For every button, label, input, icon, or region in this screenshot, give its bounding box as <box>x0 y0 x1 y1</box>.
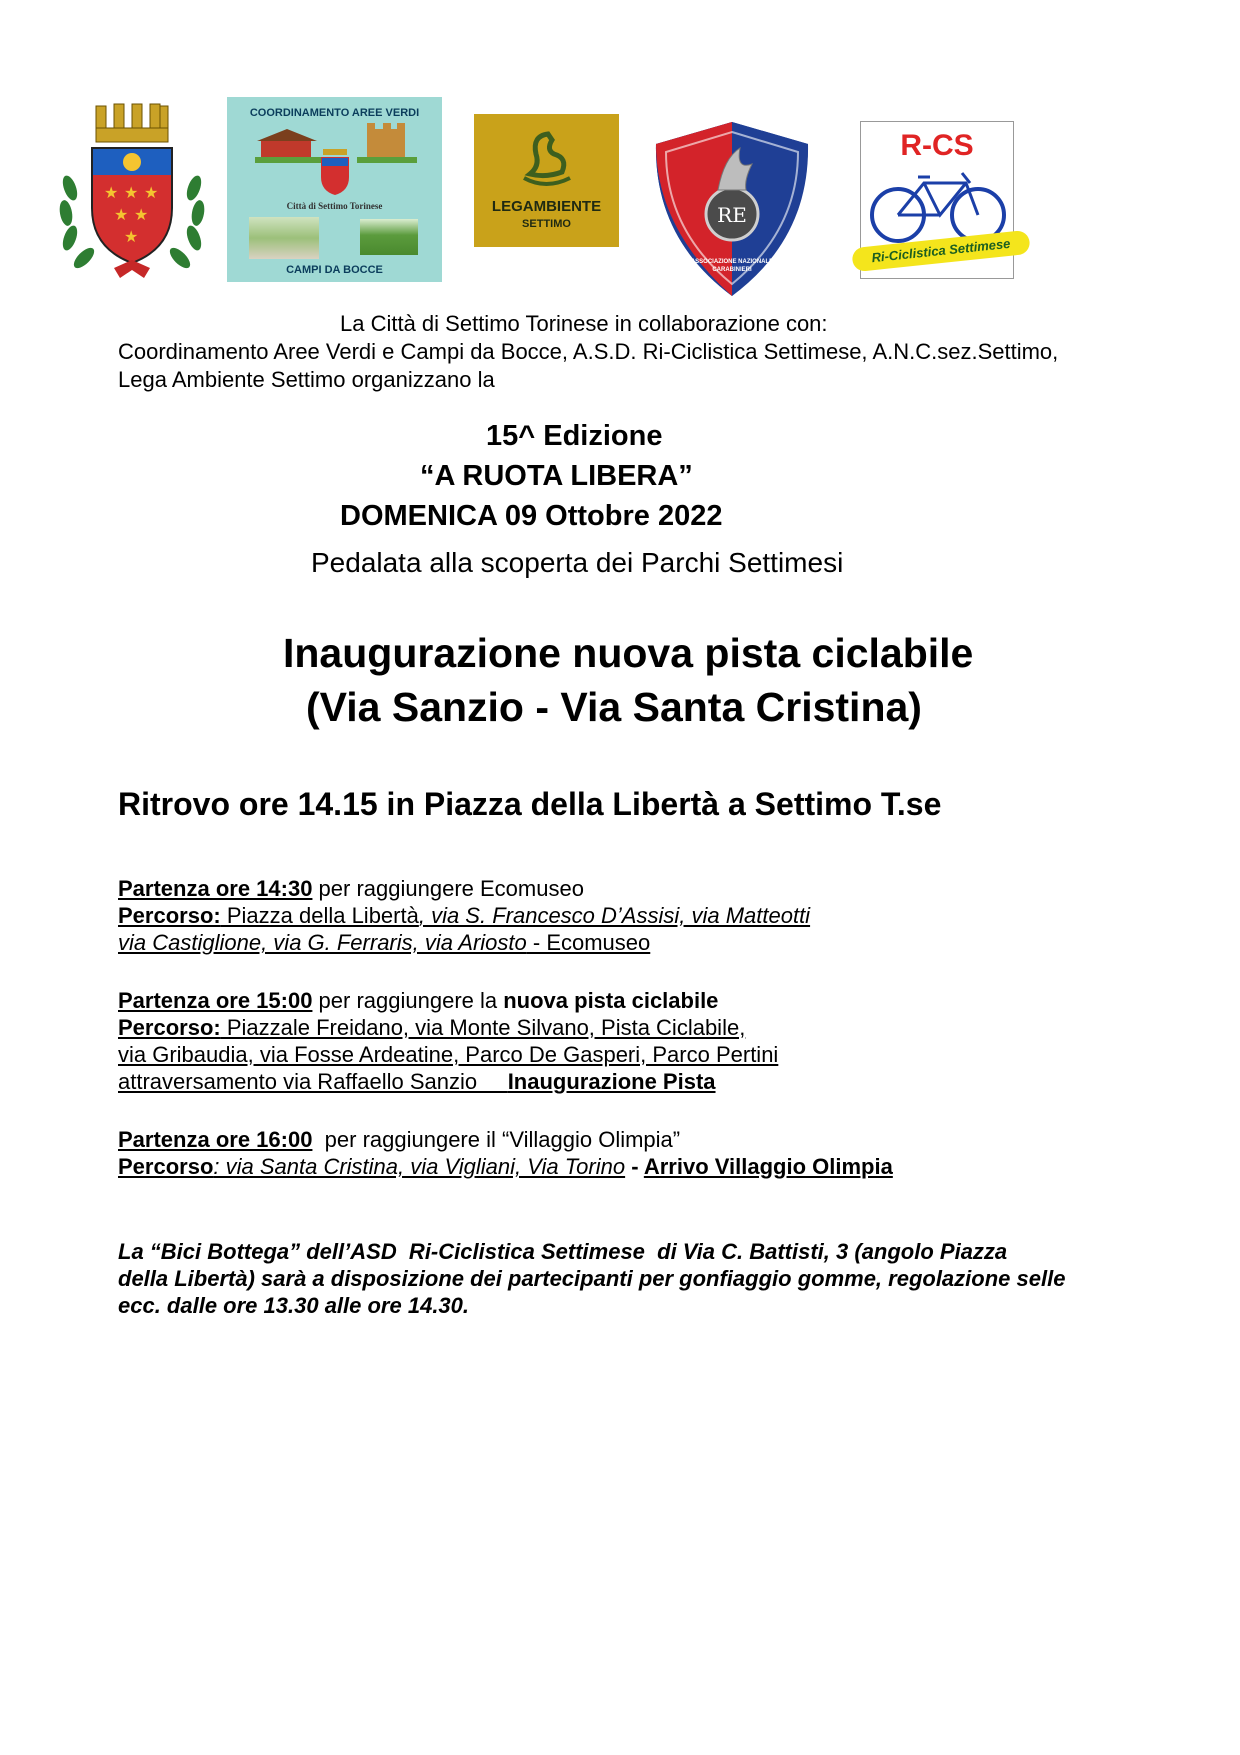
carabinieri-ring-text: ASSOCIAZIONE NAZIONALE CARABINIERI <box>690 259 774 273</box>
departure-1-label: Partenza ore 14:30 <box>118 876 313 901</box>
aree-verdi-footer: CAMPI DA BOCCE <box>286 264 383 276</box>
intro-line-3: Lega Ambiente Settimo organizzano la <box>118 367 495 392</box>
park-lawn-photo <box>360 219 418 255</box>
departure-1-route-line-2 <box>118 929 650 956</box>
departure-1-route-streets-2: via Castiglione, via G. Ferraris, via Ariosto <box>118 930 527 955</box>
departure-2-line <box>118 987 718 1014</box>
departure-2-route-streets: Piazzale Freidano, via Monte Silvano, Pista Ciclabile, <box>220 1015 746 1040</box>
rcs-ribbon: Ri-Ciclistica Settimese <box>851 230 1031 272</box>
departure-1-route-end: - Ecomuseo <box>526 930 651 955</box>
departure-3-route-label: Percorso <box>118 1154 214 1179</box>
departure-3-route-streets: : via Santa Cristina, via Vigliani, Via Torino <box>213 1154 626 1179</box>
event-date: DOMENICA 09 Ottobre 2022 <box>340 500 723 532</box>
svg-text:★: ★ <box>104 183 119 202</box>
note-line-3: ecc. dalle ore 13.30 alle ore 14.30. <box>118 1293 470 1318</box>
departure-2-purpose-bold: nuova pista ciclabile <box>503 988 719 1013</box>
castle-icon <box>357 119 417 163</box>
inauguration-streets: (Via Sanzio - Via Santa Cristina) <box>306 684 922 730</box>
swan-icon <box>518 128 574 190</box>
departure-2-route-line-2: via Gribaudia, via Fosse Ardeatine, Parco De Gasperi, Parco Pertini <box>118 1042 779 1067</box>
departure-1-route-label: Percorso: <box>118 903 221 928</box>
departure-1-route-line-1 <box>118 902 810 929</box>
intro-line-2: Coordinamento Aree Verdi e Campi da Bocce, A.S.D. Ri-Ciclistica Settimese, A.N.C.sez.Settimo, <box>118 339 1059 364</box>
svg-text:★: ★ <box>134 205 149 224</box>
carabinieri-shield-logo <box>648 118 816 300</box>
departure-3-label: Partenza ore 16:00 <box>118 1127 313 1152</box>
park-path-photo <box>249 217 319 259</box>
departure-2-purpose: per raggiungere la <box>312 988 504 1013</box>
svg-text:★: ★ <box>124 227 139 246</box>
svg-text:★: ★ <box>124 183 139 202</box>
note-line-2: della Libertà) sarà a disposizione dei partecipanti per gonfiaggio gomme, regolazione selle <box>118 1266 1066 1291</box>
inauguration-title: Inaugurazione nuova pista ciclabile <box>283 630 974 676</box>
departure-2-route-label: Percorso: <box>118 1015 221 1040</box>
legambiente-sub: SETTIMO <box>522 218 571 230</box>
departure-2-route-crossing: attraversamento via Raffaello Sanzio <box>118 1069 508 1094</box>
small-coat-of-arms-icon <box>315 147 355 197</box>
departure-2-inauguration: Inaugurazione Pista <box>507 1069 716 1094</box>
event-name: “A RUOTA LIBERA” <box>420 460 693 492</box>
svg-text:★: ★ <box>114 205 129 224</box>
departure-2-route-line-3 <box>118 1068 716 1095</box>
departure-2-route-line-1 <box>118 1014 745 1041</box>
departure-2-label: Partenza ore 15:00 <box>118 988 313 1013</box>
farm-building-icon <box>255 127 323 163</box>
departure-3-purpose: per raggiungere il “Villaggio Olimpia” <box>312 1127 681 1152</box>
rcs-title: R-CS <box>900 129 974 162</box>
legambiente-logo <box>474 114 619 247</box>
meeting-point: Ritrovo ore 14.15 in Piazza della Libertà a Settimo T.se <box>118 786 942 822</box>
event-tagline: Pedalata alla scoperta dei Parchi Settimesi <box>311 547 844 578</box>
aree-verdi-city: Città di Settimo Torinese <box>286 201 383 211</box>
legambiente-name: LEGAMBIENTE <box>491 198 602 215</box>
departure-3-dash: - <box>625 1154 644 1179</box>
departure-3-arrival: Arrivo Villaggio Olimpia <box>643 1154 893 1179</box>
intro-line-1: La Città di Settimo Torinese in collaborazione con: <box>340 311 828 336</box>
city-coat-of-arms-logo <box>52 98 212 282</box>
aree-verdi-title: COORDINAMENTO AREE VERDI <box>249 107 420 119</box>
svg-text:★: ★ <box>144 183 159 202</box>
departure-1-line <box>118 875 584 902</box>
event-edition: 15^ Edizione <box>486 420 663 452</box>
note-line-1: La “Bici Bottega” dell’ASD Ri-Ciclistica Settimese di Via C. Battisti, 3 (angolo Piazza <box>118 1239 1008 1264</box>
rcs-logo <box>860 121 1030 279</box>
departure-1-route-streets: , via S. Francesco D’Assisi, via Matteotti <box>418 903 811 928</box>
departure-3-line <box>118 1126 680 1153</box>
carabinieri-monogram: RE <box>717 203 747 227</box>
aree-verdi-logo <box>227 97 442 282</box>
departure-1-purpose: per raggiungere Ecomuseo <box>312 876 584 901</box>
departure-1-route-start: Piazza della Libertà <box>220 903 419 928</box>
departure-3-route-line <box>118 1153 893 1180</box>
